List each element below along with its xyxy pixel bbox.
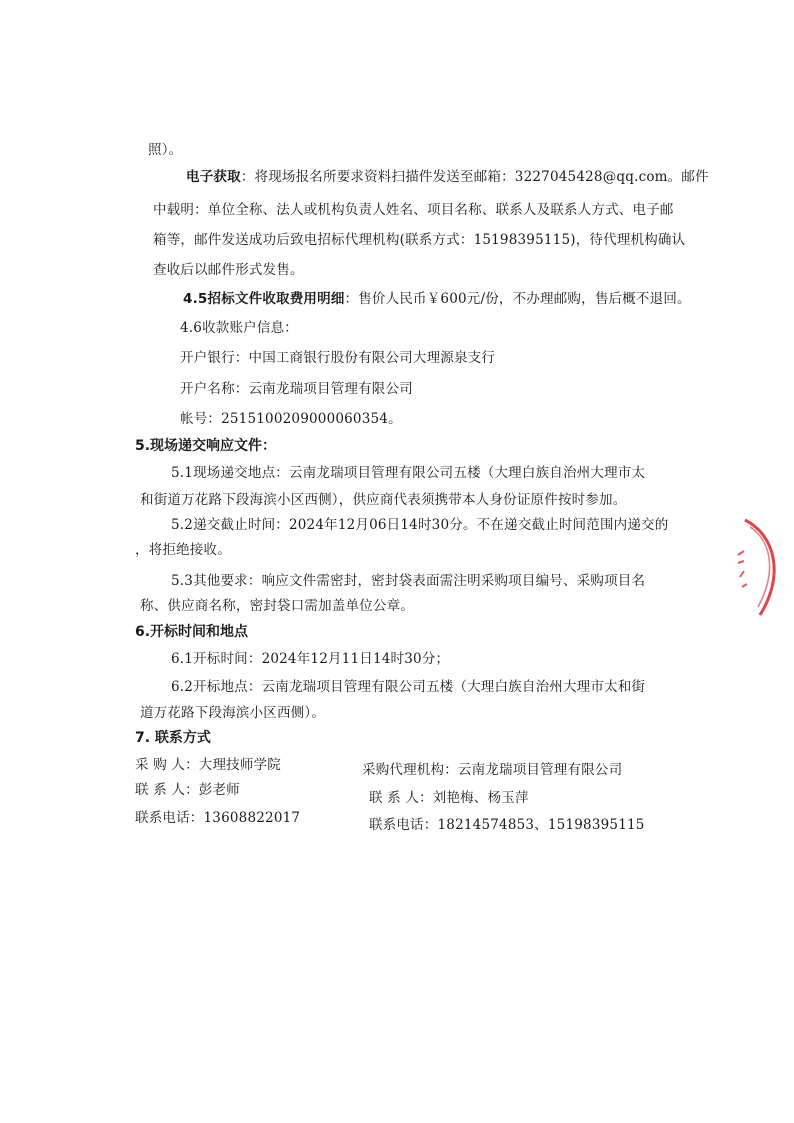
- text-line: 道万花路下段海滨小区西侧）。: [140, 705, 326, 721]
- text-line: 5.3其他要求：响应文件需密封，密封袋表面需注明采购项目编号、采购项目名: [171, 573, 646, 589]
- agency-phone: 联系电话：18214574853、15198395115: [369, 817, 645, 833]
- email-instruction: ：将现场报名所要求资料扫描件发送至邮箱：3227045428@qq.com。邮件: [240, 169, 709, 185]
- account-number: 帐号：2515100209000060354。: [180, 411, 402, 427]
- buyer-phone: 联系电话：13608822017: [135, 810, 301, 826]
- fee-details: ：售价人民币￥600元/份，不办理邮购，售后概不退回。: [344, 291, 691, 307]
- text-line: 6.2开标地点：云南龙瑞项目管理有限公司五楼（大理白族自治州大理市太和街: [171, 679, 646, 695]
- text-line: 4.6收款账户信息：: [180, 320, 298, 336]
- text-line: 5.2递交截止时间：2024年12月06日14时30分。不在递交截止时间范围内递交的: [171, 517, 669, 533]
- text-line: ，将拒绝接收。: [135, 542, 231, 558]
- text-line: 中载明：单位全称、法人或机构负责人姓名、项目名称、联系人及联系人方式、电子邮: [153, 202, 674, 218]
- text-line: [186, 167, 709, 187]
- section-heading-6: 6.开标时间和地点: [135, 624, 249, 640]
- agency-contact: 联 系 人：刘艳梅、杨玉萍: [369, 790, 529, 806]
- text-line: 箱等，邮件发送成功后致电招标代理机构(联系方式：15198395115)，待代理机构确认: [153, 232, 686, 248]
- agency-name: 采购代理机构：云南龙瑞项目管理有限公司: [362, 762, 623, 778]
- text-line: 6.1开标时间：2024年12月11日14时30分；: [171, 651, 450, 667]
- bank-name: 开户银行：中国工商银行股份有限公司大理源泉支行: [180, 350, 496, 366]
- text-line: 称、供应商名称，密封袋口需加盖单位公章。: [140, 598, 414, 614]
- label-fee-details: 4.5招标文件收取费用明细: [183, 291, 345, 307]
- label-electronic-acquisition: 电子获取: [186, 169, 241, 185]
- section-heading-5: 5.现场递交响应文件：: [135, 438, 277, 454]
- buyer-name: 采 购 人：大理技师学院: [135, 757, 281, 773]
- text-line: 照）。: [148, 142, 183, 158]
- seal-stamp-fragment: [730, 515, 794, 625]
- buyer-contact: 联 系 人：彭老师: [135, 782, 240, 798]
- account-name: 开户名称：云南龙瑞项目管理有限公司: [180, 381, 413, 397]
- text-line: 查收后以邮件形式发售。: [153, 262, 304, 278]
- text-line: [183, 289, 691, 309]
- section-heading-7: 7. 联系方式: [135, 730, 211, 746]
- text-line: 5.1现场递交地点：云南龙瑞项目管理有限公司五楼（大理白族自治州大理市太: [171, 465, 646, 481]
- text-line: 和街道万花路下段海滨小区西侧），供应商代表须携带本人身份证原件按时参加。: [140, 492, 627, 508]
